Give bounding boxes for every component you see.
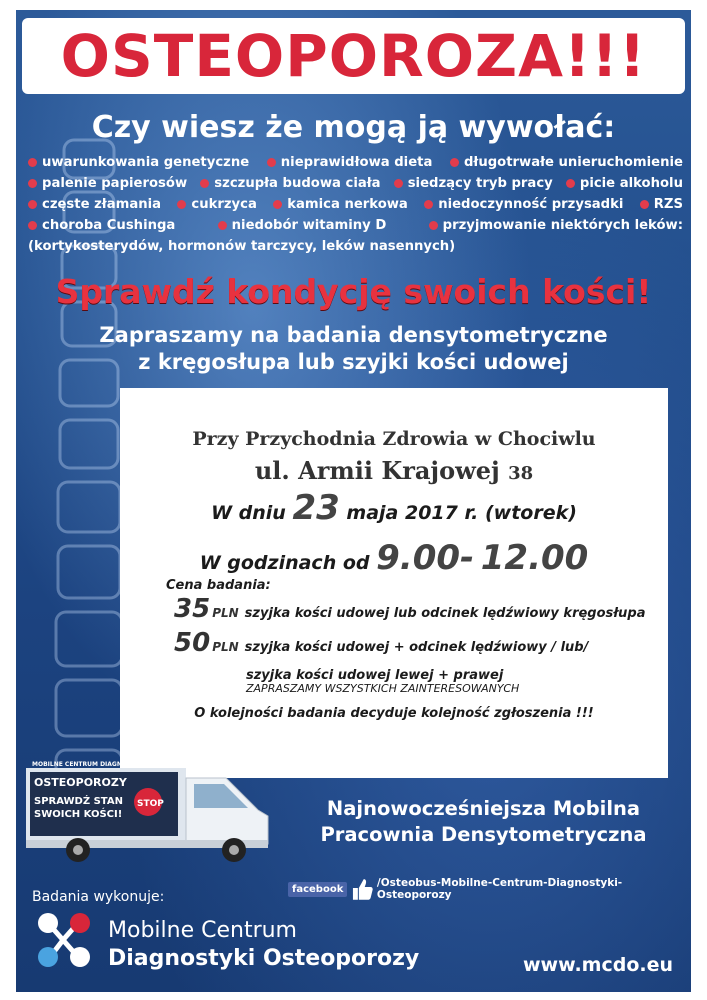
- price-currency: PLN: [212, 640, 239, 654]
- bullet-icon: [28, 221, 37, 230]
- list-item: niedobór witaminy D: [218, 215, 387, 236]
- list-item: palenie papierosów: [28, 173, 187, 194]
- details-card: [120, 388, 668, 778]
- price-currency: PLN: [212, 606, 239, 620]
- list-item: przyjmowanie niektórych leków:: [429, 215, 683, 236]
- bullet-icon: [28, 158, 37, 167]
- bullet-icon: [424, 200, 433, 209]
- exam-date: [120, 488, 668, 528]
- bullet-icon: [28, 200, 37, 209]
- list-item: częste złamania: [28, 194, 161, 215]
- list-item: niedoczynność przysadki: [424, 194, 623, 215]
- bullet-icon: [450, 158, 459, 167]
- bullet-icon: [429, 221, 438, 230]
- list-item: cukrzyca: [177, 194, 256, 215]
- thumbs-up-icon: [350, 876, 374, 902]
- price-amount: 50: [174, 628, 211, 658]
- van-stop-sign: STOP: [137, 799, 164, 809]
- van-slogan-1: SPRAWDŹ STAN: [34, 796, 123, 807]
- list-item: choroba Cushinga: [28, 215, 175, 236]
- causes-row: [28, 173, 683, 194]
- title-banner: [22, 18, 685, 94]
- invite-text: [16, 322, 691, 376]
- price-description: szyjka kości udowej lewej + prawej: [246, 668, 504, 683]
- lab-title: [286, 796, 681, 848]
- bullet-icon: [28, 179, 37, 188]
- mobile-van-illustration: [26, 756, 276, 866]
- bullet-icon: [640, 200, 649, 209]
- list-item: nieprawidłowa dieta: [267, 152, 433, 173]
- lab-line: Najnowocześniejsza Mobilna: [326, 797, 641, 820]
- price-label: Cena badania:: [166, 578, 271, 593]
- date-rest: 2017 r. (wtorek): [404, 502, 577, 524]
- bullet-icon: [273, 200, 282, 209]
- bullet-icon: [566, 179, 575, 188]
- causes-row: [28, 215, 683, 236]
- list-item: siedzący tryb pracy: [394, 173, 553, 194]
- list-item: długotrwałe unieruchomienie: [450, 152, 683, 173]
- facebook-url: /Osteobus-Mobilne-Centrum-Diagnostyki-Osteoporozy: [376, 877, 623, 901]
- list-item: RZS: [640, 194, 683, 215]
- all-invited: ZAPRASZAMY WSZYSTKICH ZAINTERESOWANYCH: [246, 682, 520, 695]
- invite-line: Zapraszamy na badania densytometryczne: [99, 323, 608, 347]
- bullet-icon: [200, 179, 209, 188]
- hours-prefix: W godzinach od: [199, 552, 370, 574]
- date-day: 23: [292, 488, 340, 528]
- hours-to: 12.00: [480, 538, 589, 578]
- causes-list: [28, 152, 683, 257]
- bullet-icon: [177, 200, 186, 209]
- van-header: MOBILNE CENTRUM DIAGNOSTYKI: [32, 761, 147, 768]
- price-description: szyjka kości udowej + odcinek lędźwiowy / lub/: [244, 640, 589, 655]
- org-name-line-1: Mobilne Centrum: [108, 918, 297, 943]
- invite-line: z kręgosłupa lub szyjki kości udowej: [138, 350, 569, 374]
- order-note: O kolejności badania decyduje kolejność zgłoszenia !!!: [194, 706, 594, 721]
- bullet-icon: [218, 221, 227, 230]
- price-option-2-detail: [246, 664, 503, 683]
- list-item: szczupła budowa ciała: [200, 173, 380, 194]
- price-amount: 35: [174, 594, 211, 624]
- list-item: uwarunkowania genetyczne: [28, 152, 249, 173]
- mcdo-logo-icon: [28, 905, 98, 975]
- clinic-address: [120, 456, 668, 485]
- date-month: maja: [346, 502, 399, 524]
- lab-line: Pracownia Densytometryczna: [320, 823, 647, 846]
- causes-row: [28, 194, 683, 215]
- street: ul. Armii Krajowej: [254, 456, 500, 485]
- street-number: 38: [508, 463, 534, 484]
- hours-sep: -: [460, 538, 475, 578]
- price-option-2: [174, 628, 588, 658]
- list-item: picie alkoholu: [566, 173, 683, 194]
- price-option-1: [174, 594, 645, 624]
- causes-heading: Czy wiesz że mogą ją wywołać:: [91, 110, 616, 145]
- org-name-line-2: Diagnostyki Osteoporozy: [108, 946, 420, 971]
- price-description: szyjka kości udowej lub odcinek lędźwiowy kręgosłupa: [244, 606, 646, 621]
- van-brand: OSTEOPOROZY: [34, 776, 127, 789]
- date-prefix: W dniu: [211, 502, 286, 524]
- facebook-badge: facebook: [288, 882, 347, 897]
- clinic-name: Przy Przychodnia Zdrowia w Chociwlu: [192, 428, 596, 450]
- hours-from: 9.00: [376, 538, 461, 578]
- van-slogan-2: SWOICH KOŚCI!: [34, 809, 123, 820]
- page-title: OSTEOPOROZA!!!: [60, 22, 647, 90]
- list-item: kamica nerkowa: [273, 194, 408, 215]
- bullet-icon: [267, 158, 276, 167]
- performed-by-label: Badania wykonuje:: [32, 889, 165, 905]
- bullet-icon: [394, 179, 403, 188]
- exam-hours: [120, 538, 668, 578]
- facebook-link[interactable]: [288, 876, 691, 902]
- website-link[interactable]: www.mcdo.eu: [523, 954, 674, 976]
- poster: [16, 10, 691, 992]
- causes-footnote: (kortykosterydów, hormonów tarczycy, leków nasennych): [28, 239, 456, 254]
- check-bones-slogan: Sprawdź kondycję swoich kości!: [55, 272, 652, 311]
- causes-row: [28, 152, 683, 173]
